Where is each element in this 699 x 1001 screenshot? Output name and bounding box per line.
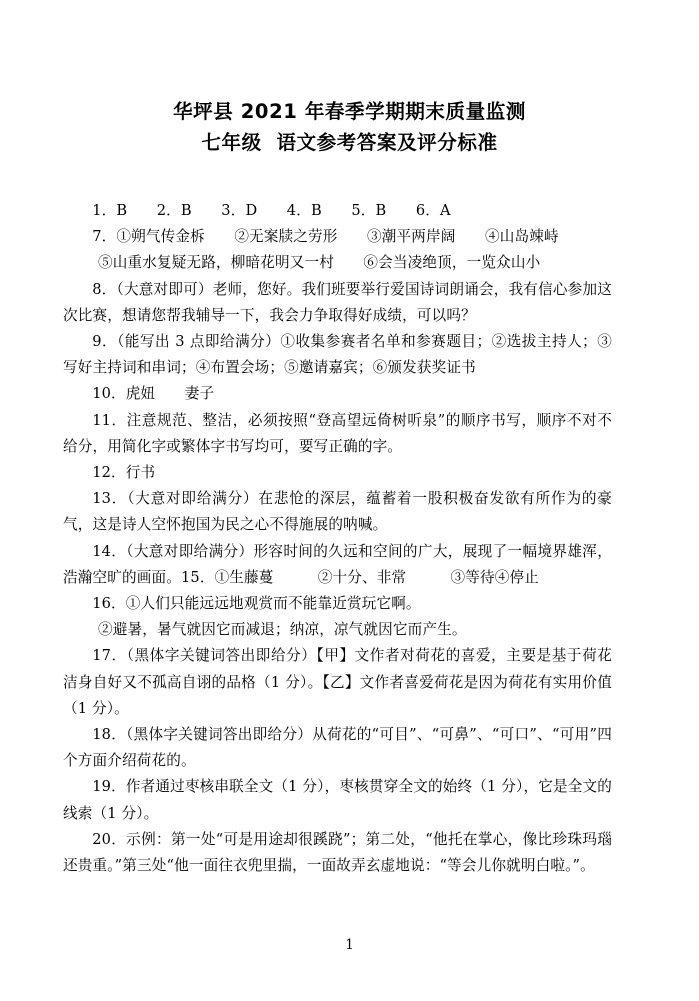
answer-item: 8．（大意对即可）老师，您好。我们班要举行爱国诗词朗诵会，我有信心参加这次比赛，想请您帮我辅导一下，我会力争取得好成绩，可以吗？ [63, 280, 612, 324]
answer-item: ②避暑，暑气就因它而减退；纳凉，凉气就因它而产生。 [98, 621, 467, 639]
answer-item: 13．（大意对即给满分）在悲怆的深层，蕴蓄着一股积极奋发欲有所作为的豪气，这是诗人空怀抱国为民之心不得施展的呐喊。 [63, 490, 612, 534]
answer-item: 19．作者通过枣核串联全文（1 分），枣核贯穿全文的始终（1 分），它是全文的线索（1 分）。 [63, 778, 612, 822]
answer-item: 10．虎妞 妻子 [92, 385, 215, 403]
answer-item: ⑤山重水复疑无路，柳暗花明又一村 ⑥会当凌绝顶，一览众山小 [98, 254, 541, 272]
page-title [0, 0, 699, 158]
answer-item: 7．①朔气传金柝 ②无案牍之劳形 ③潮平两岸阔 ④山岛竦峙 [92, 228, 559, 246]
answer-item: 12．行书 [92, 464, 156, 482]
answer-item: 9．（能写出 3 点即给满分）①收集参赛者名单和参赛题目；②选拔主持人；③写好主持词和串词；④布置会场；⑤邀请嘉宾；⑥颁发获奖证书 [63, 333, 612, 377]
answers-body [0, 198, 699, 879]
page-number: 1 [345, 937, 354, 953]
answer-item: 20．示例：第一处“可是用途却很蹊跷”；第二处，“他托在掌心，像比珍珠玛瑙还贵重。”第三处“他一面往衣兜里揣，一面故弄玄虚地说：“等会儿你就明白啦。”。 [63, 830, 612, 875]
answer-item: 14．（大意对即给满分）形容时间的久远和空间的广大，展现了一幅境界雄浑，浩瀚空旷的画面。15．①生藤蔓 ②十分、非常 ③等待④停止 [63, 542, 612, 586]
answer-item: 18．（黑体字关键词答出即给分）从荷花的“可目”、“可鼻”、“可口”、“可用”四个方面介绍荷花的。 [63, 726, 612, 770]
answer-item: 16．①人们只能远远地观赏而不能靠近赏玩它啊。 [92, 595, 421, 613]
answer-item: 17．（黑体字关键词答出即给分）【甲】文作者对荷花的喜爱，主要是基于荷花洁身自好又不孤高自诩的品格（1 分）。【乙】文作者喜爱荷花是因为荷花有实用价值（1 分）。 [63, 647, 612, 717]
page-title-line-1: 华坪县 2021 年春季学期期末质量监测 [173, 100, 526, 123]
page-title-line-2: 七年级 语文参考答案及评分标准 [201, 131, 498, 154]
answer-item: 11．注意规范、整洁，必须按照“登高望远倚树听泉”的顺序书写，顺序不对不给分，用简化字或繁体字书写均可，要写正确的字。 [63, 411, 612, 455]
answer-item: 1．B 2．B 3．D 4．B 5．B 6．A [92, 202, 451, 219]
